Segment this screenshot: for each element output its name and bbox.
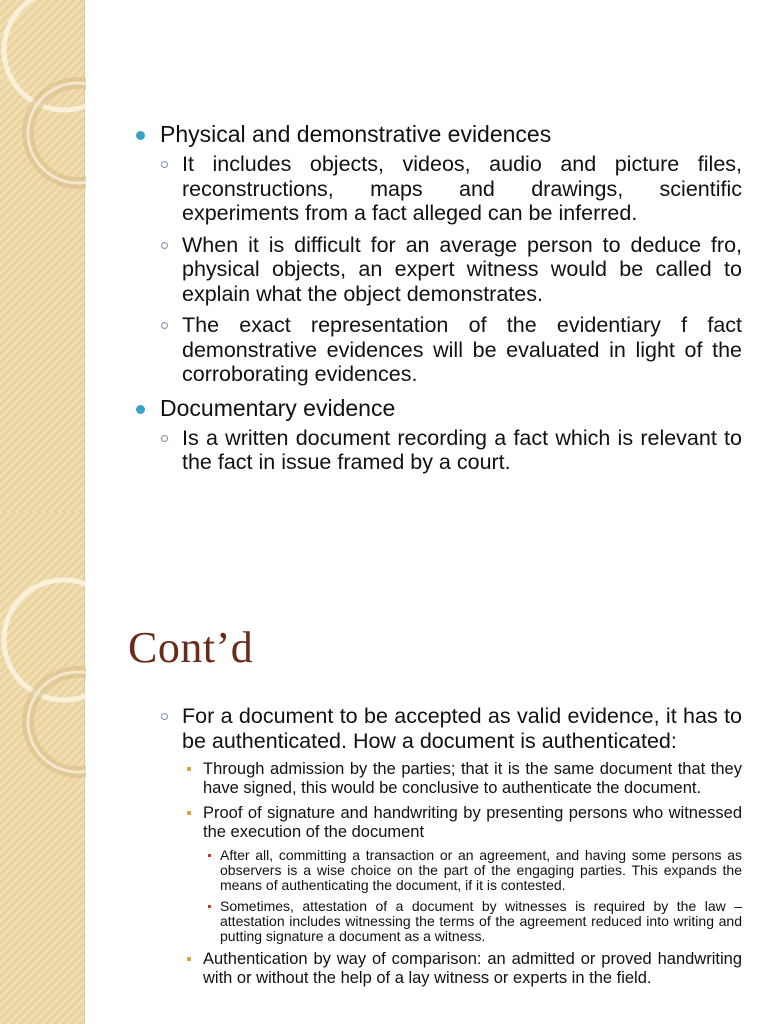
sub-point-bullet: After all, committing a transaction or an agreement, and having some persons as observers is a wise choice on the part of the engaging parties. This expands the means of authenticating the document, if it is contested. (134, 848, 742, 893)
bullet-physical-evidence: Physical and demonstrative evidences (134, 120, 742, 149)
bullet-circle-icon (161, 713, 168, 720)
sub-bullet: When it is difficult for an average person to deduce fro, physical objects, an expert witness would be called to explain what the object demonstrates. (134, 233, 742, 307)
sub-bullet: Is a written document recording a fact which is relevant to the fact in issue framed by a court. (134, 426, 742, 475)
sub-bullet: It includes objects, videos, audio and picture files, reconstructions, maps and drawings, scientific experiments from a fact alleged can be inferred. (134, 152, 742, 226)
bullet-square-icon (187, 957, 191, 961)
ring-decoration-icon (0, 512, 86, 1024)
slide-1-content (134, 120, 742, 482)
ring-decoration-icon (0, 0, 86, 512)
slide-title: Cont’d (128, 623, 254, 672)
sub-point-bullet: Sometimes, attestation of a document by witnesses is required by the law – attestation includes witnessing the terms of the agreement reduced into writing and putting signature a document as a witness. (134, 899, 742, 944)
bullet-dot-icon (136, 405, 145, 414)
bullet-small-square-icon (208, 854, 211, 857)
slide-2-content (134, 704, 742, 994)
bullet-small-square-icon (208, 905, 211, 908)
decorative-strip (0, 0, 85, 512)
bullet-square-icon (187, 767, 191, 771)
bullet-square-icon (187, 811, 191, 815)
slide-2 (0, 512, 768, 1024)
bullet-circle-icon (161, 435, 168, 442)
bullet-dot-icon (136, 131, 145, 140)
sub-bullet: The exact representation of the evidentiary f fact demonstrative evidences will be evaluated in light of the corroborating evidences. (134, 313, 742, 387)
bullet-documentary-evidence: Documentary evidence (134, 394, 742, 423)
point-bullet: Proof of signature and handwriting by presenting persons who witnessed the execution of the document (134, 804, 742, 842)
bullet-circle-icon (161, 161, 168, 168)
decorative-strip (0, 512, 85, 1024)
point-bullet: Through admission by the parties; that it is the same document that they have signed, this would be conclusive to authenticate the document. (134, 760, 742, 798)
point-bullet: Authentication by way of comparison: an admitted or proved handwriting with or without the help of a lay witness or experts in the field. (134, 950, 742, 988)
intro-bullet: For a document to be accepted as valid evidence, it has to be authenticated. How a document is authenticated: (134, 704, 742, 753)
bullet-circle-icon (161, 242, 168, 249)
bullet-circle-icon (161, 322, 168, 329)
